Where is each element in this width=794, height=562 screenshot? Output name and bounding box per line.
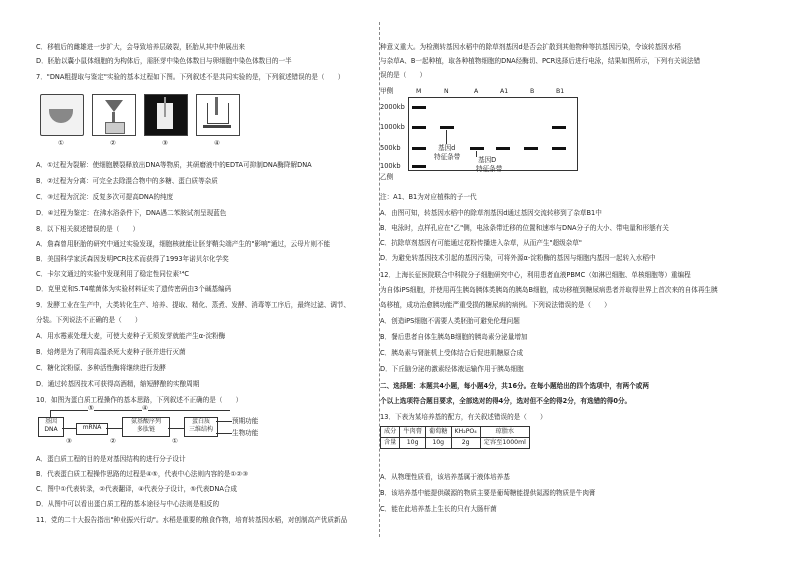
step-label: ① [172,437,178,445]
right-column [380,0,794,562]
bottom-side-label: 乙侧 [380,173,394,181]
step-label: ② [110,437,116,445]
left-column [0,0,380,562]
question-7: 7．"DNA粗提取与鉴定"实验的基本过程如下图。下列叙述不是共同实验的是，下列叙述错误的是（ ） [36,73,345,81]
option: D．克里克和S.T4噬菌体为实验材料证实了遗传密码由3个碱基编码 [36,285,232,293]
table-cell: 定容至1000ml [480,438,529,449]
lane-label: B [530,88,535,95]
figure-note: 注：A1、B1为对应植株的子一代 [380,193,477,201]
question-11: 11．党的二十大报告指出"种业振兴行动"。水稻是重要的粮食作物，培育转基因水稻，对创制高产优质新品 [36,516,348,524]
question-12: 12．上海长征医院联合中科院分子细胞研究中心，利用患者血液PBMC（如淋巴细胞、单核细胞等）重编程 [380,271,691,279]
arrow-line [216,433,232,434]
gel-band [412,165,426,168]
option: B．美国科学家沃森因发明PCR技术而获得了1993年诺贝尔化学奖 [36,255,229,263]
gel-band [412,106,426,109]
table-header-cell: KH₂PO₄ [451,427,480,438]
marker-label: 2000kb [380,103,405,111]
mortar-icon [40,94,84,136]
lane-label: A [474,88,479,95]
marker-label: 100kb [380,162,401,170]
gel-band [552,126,566,129]
gel-band [496,147,510,150]
table-header-cell: 葡萄糖 [425,427,451,438]
marker-label: 1000kb [380,123,405,131]
option: C．卡尔文通过的实验中发现利用了稳定性同位素¹⁴C [36,270,189,278]
option: B．代表蛋白质工程操作思路的过程是④⑤，代表中心法则内容的是①②③ [36,470,249,478]
section-2-heading: 二、选择题：本题共4小题，每小题4分，共16分。在每小题给出的四个选项中，有两个或两 [380,382,649,390]
gel-band [412,126,426,129]
table-row [381,427,530,438]
option: B．②过程为分离：可完全去除混合物中的多糖、蛋白质等杂质 [36,177,218,185]
text-line: 误的是（ ） [380,71,427,79]
section-2-heading-cont: 个以上选项符合题目要求，全部选对的得4分，选对但不全的得2分，有选错的得0分。 [380,397,632,405]
option: A．从物理性质看，该培养基属于液体培养基 [380,473,510,481]
gel-band [412,147,426,150]
step-label: ④ [214,139,220,147]
top-side-label: 甲侧 [380,87,394,95]
option: C．图中①代表转录，②代表翻译，④代表分子设计，⑤代表DNA合成 [36,485,238,493]
table-row [381,438,530,449]
step-label: ③ [162,139,168,147]
table-cell: 2g [451,438,480,449]
feature-band-label: 特征条带 [434,153,461,161]
option: B．焙烤是为了利用高温杀死大麦种子胚并进行灭菌 [36,348,186,356]
feedback-line [50,410,51,417]
gene-dna-box: 基因 DNA [38,417,64,437]
mrna-box: mRNA [76,423,108,435]
option: C．能在此培养基上生长的只有大肠杆菌 [380,505,497,513]
question-9: 9．发酵工业在生产中，大类转化生产、培养、提取、精化、蒸煮、发酵、消毒等工序后，最终过滤、调节、 [36,301,351,309]
lane-label: N [444,88,449,95]
option: B．餐后患者自体生胰岛B细胞的胰岛素分泌量增加 [380,333,528,341]
option: C．糖化淀粉原、多种活性酶将继续进行发酵 [36,364,166,372]
step-label: ② [110,139,116,147]
arrow-line [62,428,76,429]
beaker-black-icon [144,94,188,136]
gene-d-label: 基因d [438,144,456,152]
text-line: 与杂草A、B一起种植，取各种植物细胞的DNA经酶切、PCR选择后进行电泳，结果如图所示，下列有关说法错 [380,57,701,65]
table-header-cell: 牛肉膏 [400,427,426,438]
text-line: D．胚胎以囊小鼠体细胞的为构体后，需胚芽中染色体数目与卵细胞中染色体数目的一半 [36,57,292,65]
arrow-line [216,421,232,422]
option: C．抗除草剂基因有可能通过花粉传播进入杂草，从而产生"超级杂草" [380,239,582,247]
expected-function-label: 预期功能 [232,417,259,425]
option: A．用水霉素处理大麦，可使大麦种子无须发芽就能产生α-淀粉酶 [36,332,226,340]
gel-band [524,147,538,150]
question-10: 10．如图为蛋白质工程操作的基本思路，下列叙述不正确的是（ ） [36,396,243,404]
gel-band [470,147,484,150]
option: D．通过转基因技术可获得高酒精，缩短酵酿的实酿周期 [36,380,200,388]
question-12-cont: 岛移植，成功治愈胰功能严重受损的糖尿病的病例。下列说法错误的是（ ） [380,301,611,309]
option: C．③过程为沉淀：反复多次可提高DNA的纯度 [36,193,174,201]
option: B．电泳时，点样孔应在"乙"侧，电泳条带迁移的位置和速率与DNA分子的大小、带电量和形態有关 [380,224,669,232]
option: A．蛋白质工程的目的是对基因结构的进行分子设计 [36,455,186,463]
text-line: 种意义重大。为检测转基因水稻中的除草剂基因d是否会扩散到其他物种等抗基因污染，令该转基因水稻 [380,43,681,51]
question-8: 8．以下相关叙述错误的是（ ） [36,225,140,233]
question-12-cont: 为自体iPS细胞，并使用再生胰岛胰体类胰岛的胰岛B细胞，成功移植到糖尿病患者并取得世界上首次来的自体再生胰 [380,286,718,294]
arrow-line [106,428,122,429]
protein-structure-box: 蛋白质 三维结构 [184,417,218,437]
biological-function-label: 生物功能 [232,429,259,437]
water-bath-icon [196,94,240,136]
option: B．该培养基中能提供碳源的物质主要是葡萄糖能提供氮源的物质是牛肉膏 [380,489,596,497]
feedback-line [50,410,230,411]
step-label: ⑤ [88,404,94,412]
gene-D-label: 基因D [478,156,497,164]
table-cell: 含量 [381,438,400,449]
option: A．①过程为裂解：使细胞膜裂释放出DNA等物质，其研磨液中的EDTA可抑制DNA酶降解DNA [36,161,312,169]
question-9-cont: 分装。下列说法不正确的是（ ） [36,316,142,324]
option: A．由图可知，转基因水稻中的除草剂基因d通过基因交流转移到了杂草B1中 [380,209,602,217]
option: A．创造iPS细胞不需要人类胚胎可避免伦理问题 [380,317,520,325]
gel-band [440,126,454,129]
question-13: 13．下表为某培养基的配方，有关叙述错误的是（ ） [380,413,547,421]
lane-label: M [416,88,422,95]
step-label: ③ [66,437,72,445]
arrow-line [446,130,447,144]
arrow-line [476,151,477,157]
gel-band [552,147,566,150]
feature-band-label: 特征条带 [476,165,503,173]
lane-label: B1 [556,88,565,95]
option: D．④过程为鉴定：在沸水浴条件下，DNA遇二苯胺试剂呈现蓝色 [36,209,227,217]
text-line: C．移植后的雌雄进一步扩大，会导致培养层破裂，胚胎从其中伸展出来 [36,43,246,51]
option: D．为避免转基因技术引起的基因污染，可将外源α-淀粉酶的基因与细胞内基因一起转入水稻中 [380,254,656,262]
lane-label: A1 [500,88,509,95]
table-header-cell: 成分 [381,427,400,438]
table-header-cell: 琼脂水 [480,427,529,438]
step-label: ④ [142,404,148,412]
marker-label: 500kb [380,144,401,152]
filter-funnel-icon [92,94,136,136]
medium-recipe-table [380,426,530,449]
table-cell: 10g [400,438,426,449]
option: A．詹森曾用胚胎的研究中通过实验发现，细胞核就能让胚芽鞘尖端产生的"影响"通过，云母片则不能 [36,240,331,248]
option: D．下丘脑分泌的激素经体液运输作用于胰岛细胞 [380,365,524,373]
arrow-line [168,428,184,429]
table-cell: 10g [425,438,451,449]
option: C．胰岛素与肾脏机上受体结合后促进肌糖原合成 [380,349,524,357]
option: D．从图中可以看出蛋白质工程的基本途径与中心法则是相反的 [36,500,220,508]
amino-acid-box: 氨基酸序列 多肽链 [122,417,170,437]
step-label: ① [58,139,64,147]
